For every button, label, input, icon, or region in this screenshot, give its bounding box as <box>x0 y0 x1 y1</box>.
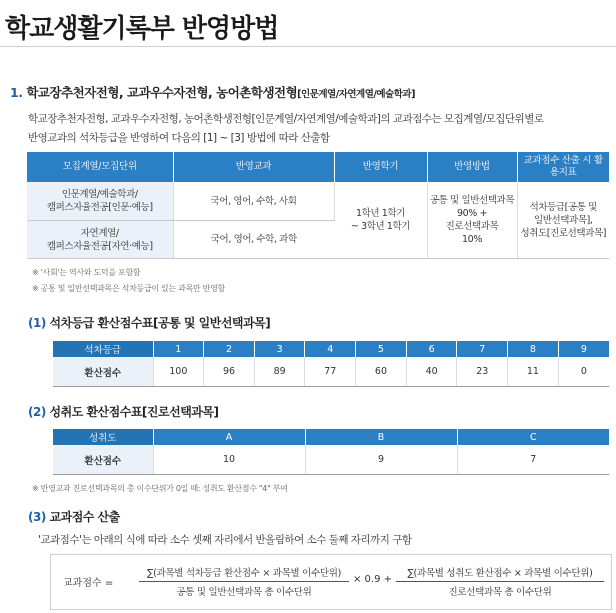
subjects-cell: 국어, 영어, 수학, 과학 <box>173 221 334 259</box>
subsection-3-title: 교과점수 산출 <box>49 510 120 524</box>
fraction-numerator: ∑(과목별 성취도 환산점수 × 과목별 이수단위) <box>396 565 604 582</box>
level-cell: A <box>153 429 305 445</box>
grade-cell: 8 <box>508 341 559 357</box>
level-cell: B <box>305 429 457 445</box>
fraction-denominator: 공통 및 일반선택과목 총 이수단위 <box>176 587 312 598</box>
score-cell: 77 <box>305 357 356 387</box>
subsection-1-heading <box>28 314 270 331</box>
grade-cell: 9 <box>558 341 609 357</box>
score-cell: 9 <box>305 445 457 475</box>
formula-fraction-2 <box>396 565 604 598</box>
intro-line: 학교장추천자전형, 교과우수자전형, 농어촌학생전형[인문계열/자연계열/예술학과]의 교과점수는 모집계열/모집단위별로 <box>28 113 544 125</box>
score-cell: 23 <box>457 357 508 387</box>
semester-cell: 1학년 1학기 ~ 3학년 1학기 <box>334 182 427 259</box>
table-row <box>27 182 609 221</box>
formula-operator: × 0.9 + <box>353 574 393 585</box>
section-1-tag: [인문계열/자연계열/예술학과] <box>297 89 415 100</box>
subsection-3-heading <box>28 508 120 525</box>
header-cell: 교과점수 산출 시 활용지표 <box>517 152 609 182</box>
grade-cell: 7 <box>457 341 508 357</box>
note: ※ 공통 및 일반선택과목은 석차등급이 있는 과목만 반영함 <box>32 284 225 293</box>
subsection-2-number: (2) <box>28 405 46 419</box>
note: ※ 반영교과 진로선택과목의 총 이수단위가 0일 때: 성취도 환산점수 "4" 부여 <box>32 484 288 493</box>
grade-cell: 1 <box>153 341 204 357</box>
note: ※ '사회'는 역사와 도덕을 포함함 <box>32 268 141 277</box>
table-header-row <box>53 429 609 445</box>
method-cell: 공통 및 일반선택과목 90% + 진로선택과목 10% <box>427 182 517 259</box>
level-cell: C <box>457 429 609 445</box>
table-row <box>53 357 609 387</box>
title-divider <box>0 46 616 47</box>
subsection-2-title: 성취도 환산점수표[진로선택과목] <box>49 405 219 419</box>
grade-cell: 2 <box>204 341 255 357</box>
fraction-denominator: 진로선택과목 총 이수단위 <box>448 587 552 598</box>
header-cell: 성취도 <box>53 429 153 445</box>
section-1-heading <box>10 83 415 101</box>
header-cell: 석차등급 <box>53 341 153 357</box>
score-cell: 10 <box>153 445 305 475</box>
formula-box <box>50 554 612 610</box>
section-1-title: 학교장추천자전형, 교과우수자전형, 농어촌학생전형 <box>26 85 298 100</box>
score-cell: 40 <box>406 357 457 387</box>
header-cell: 모집계열/모집단위 <box>27 152 173 182</box>
achievement-score-table <box>53 429 609 475</box>
score-cell: 100 <box>153 357 204 387</box>
grade-score-table <box>53 341 609 387</box>
header-cell: 반영교과 <box>173 152 334 182</box>
subjects-cell: 국어, 영어, 수학, 사회 <box>173 182 334 221</box>
score-cell: 7 <box>457 445 609 475</box>
section-1-intro <box>28 110 614 148</box>
grade-cell: 3 <box>254 341 305 357</box>
grade-cell: 5 <box>356 341 407 357</box>
row-label-cell: 환산점수 <box>53 445 153 475</box>
subsection-1-number: (1) <box>28 316 46 330</box>
header-cell: 반영방법 <box>427 152 517 182</box>
subsection-2-heading <box>28 403 218 420</box>
score-cell: 0 <box>558 357 609 387</box>
admission-reflection-table <box>27 152 609 259</box>
grade-cell: 6 <box>406 341 457 357</box>
table-header-row <box>27 152 609 182</box>
score-cell: 11 <box>508 357 559 387</box>
score-cell: 89 <box>254 357 305 387</box>
grade-cell: 4 <box>305 341 356 357</box>
row-label-cell: 환산점수 <box>53 357 153 387</box>
subsection-3-number: (3) <box>28 510 46 524</box>
subsection-1-title: 석차등급 환산점수표[공통 및 일반선택과목] <box>49 316 271 330</box>
fraction-numerator: ∑(과목별 석차등급 환산점수 × 과목별 이수단위) <box>139 565 349 582</box>
formula-fraction-1 <box>139 565 349 598</box>
indicator-cell: 석차등급[공통 및 일반선택과목], 성취도[진로선택과목] <box>517 182 609 259</box>
table-header-row <box>53 341 609 357</box>
page-title: 학교생활기록부 반영방법 <box>5 14 279 44</box>
score-cell: 96 <box>204 357 255 387</box>
formula-label: 교과점수 = <box>63 578 114 589</box>
subsection-3-text: '교과점수'는 아래의 식에 따라 소수 셋째 자리에서 반올림하여 소수 둘째 자리까지 구함 <box>38 534 412 546</box>
group-cell: 인문계열/예술학과/ 캠퍼스자율전공[인문·예능] <box>27 182 173 221</box>
header-cell: 반영학기 <box>334 152 427 182</box>
group-cell: 자연계열/ 캠퍼스자율전공[자연·예능] <box>27 221 173 259</box>
table-row <box>53 445 609 475</box>
section-1-number: 1. <box>10 85 23 100</box>
score-cell: 60 <box>356 357 407 387</box>
intro-line: 반영교과의 석차등급을 반영하여 다음의 [1] ~ [3] 방법에 따라 산출함 <box>28 132 330 144</box>
